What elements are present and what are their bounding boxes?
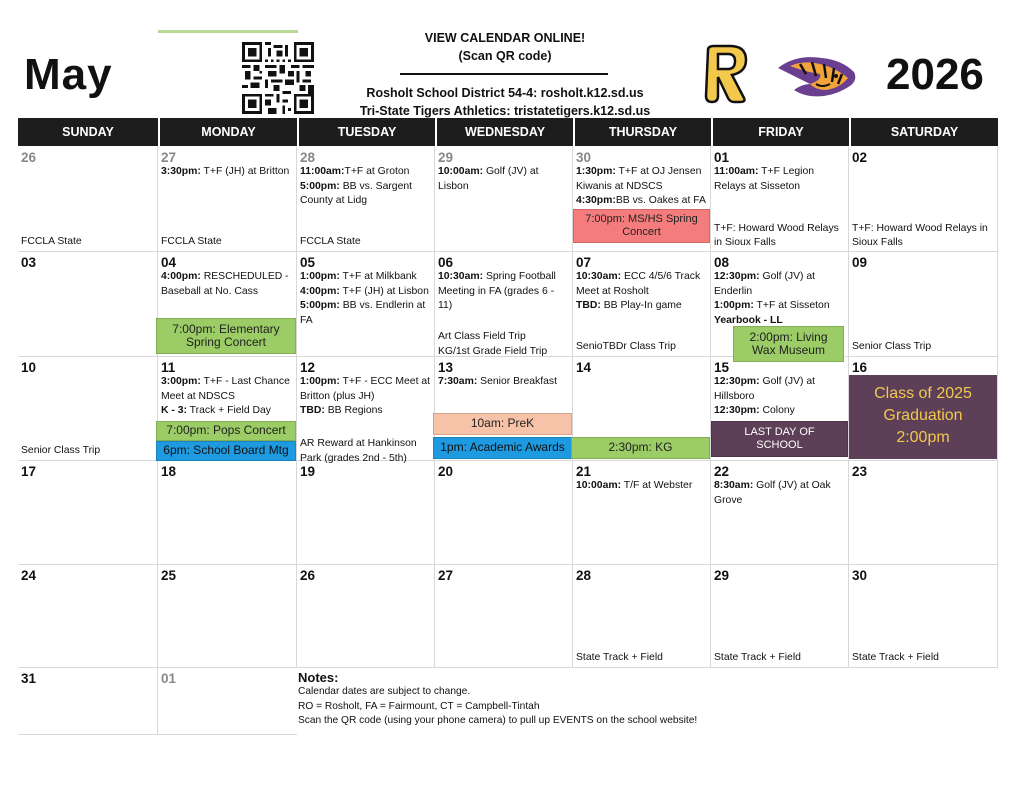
day-number: 26 [21, 150, 37, 165]
event-description: T/F at Webster [621, 480, 693, 491]
event-item: AR Reward at Hankinson Park (grades 2nd - 5th) [300, 438, 417, 464]
event-time: Yearbook - LL [714, 314, 783, 326]
event-item [161, 165, 293, 180]
event-time: 12:30pm: [714, 405, 760, 417]
day-number: 21 [576, 464, 592, 479]
event-list [300, 165, 431, 209]
event-highlight-box[interactable]: 2:30pm: KG [571, 437, 710, 459]
event-description: RESCHEDULED - Baseball at No. Cass [161, 271, 289, 297]
day-number: 09 [852, 255, 868, 270]
day-cell[interactable] [297, 147, 435, 252]
graduation-banner[interactable] [849, 375, 997, 459]
event-time: K - 3: [161, 405, 187, 417]
weekday-thursday: THURSDAY [573, 118, 711, 146]
event-list [576, 165, 707, 209]
event-time: 5:00pm: [300, 300, 340, 312]
notes-line: RO = Rosholt, FA = Fairmount, CT = Campbell-Tintah [298, 700, 540, 712]
event-list [161, 375, 293, 419]
event-description: T+F at Groton [344, 166, 410, 177]
event-description: T+F (JH) at Britton [200, 166, 290, 177]
notes-line: Scan the QR code (using your phone camera) to pull up EVENTS on the school website! [298, 715, 698, 726]
bottom-note: Senior Class Trip [852, 341, 932, 353]
event-description: BB Regions [324, 405, 383, 417]
day-number: 22 [714, 464, 730, 479]
day-cell[interactable] [435, 461, 573, 565]
event-description: T+F at Milkbank [339, 271, 417, 282]
event-time: 12:30pm: [714, 271, 760, 282]
event-list [576, 270, 707, 314]
bottom-note: FCCLA State [300, 236, 361, 248]
day-number: 16 [852, 360, 868, 375]
day-number: 14 [576, 360, 592, 375]
day-number: 10 [21, 360, 37, 375]
event-time: 11:00am: [300, 166, 345, 177]
event-time: 7:30am: [438, 376, 478, 387]
event-time: 3:30pm: [161, 166, 201, 177]
day-cell[interactable] [573, 147, 711, 252]
event-description: Golf (JV) at Oak Grove [714, 480, 831, 506]
day-number: 08 [714, 255, 730, 270]
event-item [714, 479, 845, 508]
day-cell[interactable] [435, 565, 573, 668]
year-title: 2026 [886, 50, 984, 99]
event-list [438, 375, 569, 390]
day-number: 31 [21, 671, 37, 686]
event-time: 1:00pm: [300, 376, 340, 387]
event-description: Golf (JV) at Lisbon [438, 166, 539, 192]
event-list [714, 479, 845, 508]
event-list [438, 270, 569, 314]
event-list [300, 270, 431, 328]
banner-line: Class of 2025 [874, 385, 972, 402]
event-list [161, 270, 293, 299]
event-description: T+F - Last Chance Meet at NDSCS [161, 376, 290, 402]
day-number: 27 [161, 150, 177, 165]
day-cell[interactable] [158, 357, 297, 461]
event-description: Track + Field Day [186, 405, 272, 417]
event-item [161, 404, 293, 419]
event-item [438, 270, 569, 314]
event-description: T+F at OJ Jensen Kiwanis at NDSCS [576, 166, 702, 192]
event-item [714, 375, 845, 404]
qr-code-icon[interactable] [242, 42, 314, 114]
day-cell[interactable] [711, 147, 849, 252]
event-item [714, 404, 845, 419]
event-time: 4:00pm: [300, 285, 340, 297]
day-number: 19 [300, 464, 316, 479]
weekday-wednesday: WEDNESDAY [435, 118, 573, 146]
event-description: Senior Breakfast [477, 376, 557, 387]
day-cell[interactable] [711, 252, 849, 357]
athletics-website[interactable]: Tri-State Tigers Athletics: tristatetigers.k12.sd.us [359, 104, 651, 118]
event-time: 10:00am: [576, 480, 622, 491]
day-number: 01 [714, 150, 730, 165]
event-time: 1:30pm: [576, 166, 616, 177]
event-item [438, 165, 569, 194]
day-cell[interactable] [297, 461, 435, 565]
event-highlight-box[interactable]: 6pm: School Board Mtg [156, 441, 296, 461]
notes-title: Notes: [298, 670, 339, 685]
day-cell[interactable] [849, 357, 998, 461]
day-cell[interactable] [435, 357, 573, 461]
event-highlight-box[interactable]: LAST DAY OF SCHOOL [711, 421, 848, 457]
day-cell[interactable] [18, 461, 158, 565]
event-time: 3:00pm: [161, 376, 201, 387]
event-item [576, 479, 707, 494]
event-description: T+F (JH) at Lisbon [339, 285, 429, 297]
event-highlight-box[interactable]: 7:00pm: Pops Concert [156, 421, 296, 441]
day-number: 26 [300, 568, 316, 583]
event-time: 12:30pm: [714, 376, 760, 387]
day-cell[interactable] [573, 461, 711, 565]
event-highlight-box[interactable]: 2:00pm: Living Wax Museum [733, 326, 844, 362]
event-item [300, 165, 431, 180]
banner-line: Graduation [883, 407, 963, 424]
event-list [714, 165, 845, 194]
day-cell[interactable] [18, 147, 158, 252]
day-cell[interactable] [849, 461, 998, 565]
event-item [714, 165, 845, 194]
notes-section [298, 670, 998, 729]
day-number: 11 [161, 360, 176, 375]
day-number: 28 [576, 568, 592, 583]
day-number: 24 [21, 568, 37, 583]
weekday-header-bar [18, 118, 998, 146]
bottom-note: T+F: Howard Wood Relays in Sioux Falls [852, 222, 988, 249]
day-number: 13 [438, 360, 454, 375]
event-item [576, 194, 707, 209]
event-item [438, 375, 569, 390]
event-item [161, 375, 293, 404]
day-cell[interactable] [849, 147, 998, 252]
day-cell[interactable] [849, 252, 998, 357]
day-number: 25 [161, 568, 177, 583]
day-cell[interactable] [158, 147, 297, 252]
event-item [300, 404, 431, 419]
event-item: KG/1st Grade Field Trip [438, 345, 548, 357]
event-item [161, 270, 293, 299]
day-cell[interactable] [573, 252, 711, 357]
notes-line: Calendar dates are subject to change. [298, 686, 471, 697]
day-cell[interactable] [849, 565, 998, 668]
day-cell[interactable] [573, 565, 711, 668]
day-number: 06 [438, 255, 454, 270]
event-description: T+F - ECC Meet at Britton (plus JH) [300, 376, 431, 402]
banner-line: 2:00pm [896, 429, 950, 446]
day-number: 05 [300, 255, 316, 270]
event-description: Golf (JV) at Enderlin [714, 271, 816, 297]
day-cell[interactable] [711, 565, 849, 668]
event-list [714, 270, 845, 328]
event-time: 8:30am: [714, 480, 754, 491]
day-cell[interactable] [297, 357, 435, 464]
event-time: 4:00pm: [161, 271, 201, 282]
day-cell[interactable] [18, 252, 158, 357]
rosholt-r-logo-icon [700, 44, 750, 104]
divider [400, 73, 608, 75]
day-number: 07 [576, 255, 592, 270]
day-cell[interactable] [573, 357, 711, 461]
day-cell[interactable] [158, 461, 297, 565]
event-list [438, 165, 569, 194]
event-description: T+F Legion Relays at Sisseton [714, 166, 815, 192]
event-highlight-box[interactable]: 10am: PreK [433, 413, 572, 435]
weekday-sunday: SUNDAY [62, 125, 114, 139]
event-list [576, 479, 707, 494]
event-time: 5:00pm: [300, 180, 340, 192]
event-time: 11:00am: [714, 166, 759, 177]
bottom-note: Senior Class Trip [21, 445, 101, 457]
event-item [714, 270, 845, 299]
day-cell[interactable] [158, 668, 297, 735]
decorative-line [158, 30, 298, 33]
event-item [576, 270, 707, 299]
day-cell[interactable] [18, 357, 158, 461]
day-number: 29 [714, 568, 730, 583]
day-cell[interactable] [18, 668, 158, 735]
event-time: 1:00pm: [714, 300, 754, 312]
day-cell[interactable] [711, 357, 849, 461]
bottom-note: State Track + Field [852, 652, 939, 664]
bottom-note: T+F: Howard Wood Relays in Sioux Falls [714, 222, 839, 249]
month-title: May [24, 50, 113, 99]
bottom-note: State Track + Field [576, 652, 663, 664]
day-cell[interactable] [297, 252, 435, 357]
event-description: Golf (JV) at Hillsboro [714, 376, 816, 402]
event-description: BB vs. Sargent County at Lidg [300, 180, 413, 207]
event-time: 1:00pm: [300, 271, 340, 282]
bottom-note: SenioTBDr Class Trip [576, 341, 676, 353]
event-highlight-box[interactable]: 7:00pm: MS/HS Spring Concert [573, 209, 710, 243]
event-time: TBD: [300, 405, 325, 417]
view-online-heading: VIEW CALENDAR ONLINE! [424, 31, 586, 45]
event-time: 10:00am: [438, 166, 484, 177]
event-item: Art Class Field Trip [438, 331, 526, 342]
event-description: BB vs. Oakes at FA [615, 195, 706, 207]
event-item [300, 285, 431, 300]
scan-qr-subheading: (Scan QR code) [458, 49, 552, 63]
event-item [714, 299, 845, 314]
day-number: 01 [161, 671, 177, 686]
event-description: Spring Football Meeting in FA (grades 6 - 11) [438, 271, 556, 312]
event-time: 10:30am: [438, 271, 484, 282]
day-number: 30 [576, 150, 592, 165]
event-time: 10:30am: [576, 271, 622, 282]
day-number: 20 [438, 464, 454, 479]
event-description: T+F at Sisseton [753, 300, 830, 312]
day-number: 02 [852, 150, 868, 165]
event-item [300, 180, 431, 209]
day-cell[interactable] [297, 565, 435, 668]
event-description: Colony [759, 405, 795, 417]
bottom-note: FCCLA State [161, 236, 222, 248]
weekday-monday: MONDAY [158, 118, 297, 146]
bottom-note: State Track + Field [714, 652, 801, 664]
event-item [300, 299, 431, 328]
tiger-logo-icon [776, 54, 858, 100]
day-number: 29 [438, 150, 454, 165]
day-cell[interactable] [158, 565, 297, 668]
event-list [714, 375, 845, 419]
event-highlight-box[interactable]: 7:00pm: Elementary Spring Concert [156, 318, 296, 354]
day-number: 27 [438, 568, 454, 583]
event-time: TBD: [576, 300, 601, 312]
day-number: 04 [161, 255, 177, 270]
day-cell[interactable] [18, 565, 158, 668]
event-highlight-box[interactable]: 1pm: Academic Awards [433, 437, 572, 459]
weekday-saturday: SATURDAY [849, 118, 998, 146]
day-cell[interactable] [158, 252, 297, 357]
day-number: 15 [714, 360, 730, 375]
event-list [161, 165, 293, 180]
event-item [576, 165, 707, 194]
weekday-tuesday: TUESDAY [297, 118, 435, 146]
weekday-friday: FRIDAY [711, 118, 849, 146]
day-number: 28 [300, 150, 316, 165]
event-list [300, 375, 431, 419]
event-time: 4:30pm: [576, 195, 616, 207]
day-number: 03 [21, 255, 37, 270]
extra-events [438, 330, 569, 359]
day-cell[interactable] [435, 252, 573, 357]
event-item [300, 270, 431, 285]
bottom-note: FCCLA State [21, 236, 82, 248]
event-description: BB Play-In game [600, 300, 682, 312]
day-number: 30 [852, 568, 868, 583]
event-item [300, 375, 431, 404]
day-number: 23 [852, 464, 868, 479]
event-description: ECC 4/5/6 Track Meet at Rosholt [576, 271, 701, 297]
day-number: 12 [300, 360, 316, 375]
district-website[interactable]: Rosholt School District 54-4: rosholt.k12.sd.us [366, 86, 644, 100]
event-item [576, 299, 707, 314]
day-cell[interactable] [435, 147, 573, 252]
day-cell[interactable] [711, 461, 849, 565]
event-description: BB vs. Endlerin at FA [300, 300, 426, 326]
day-number: 17 [21, 464, 37, 479]
day-number: 18 [161, 464, 177, 479]
